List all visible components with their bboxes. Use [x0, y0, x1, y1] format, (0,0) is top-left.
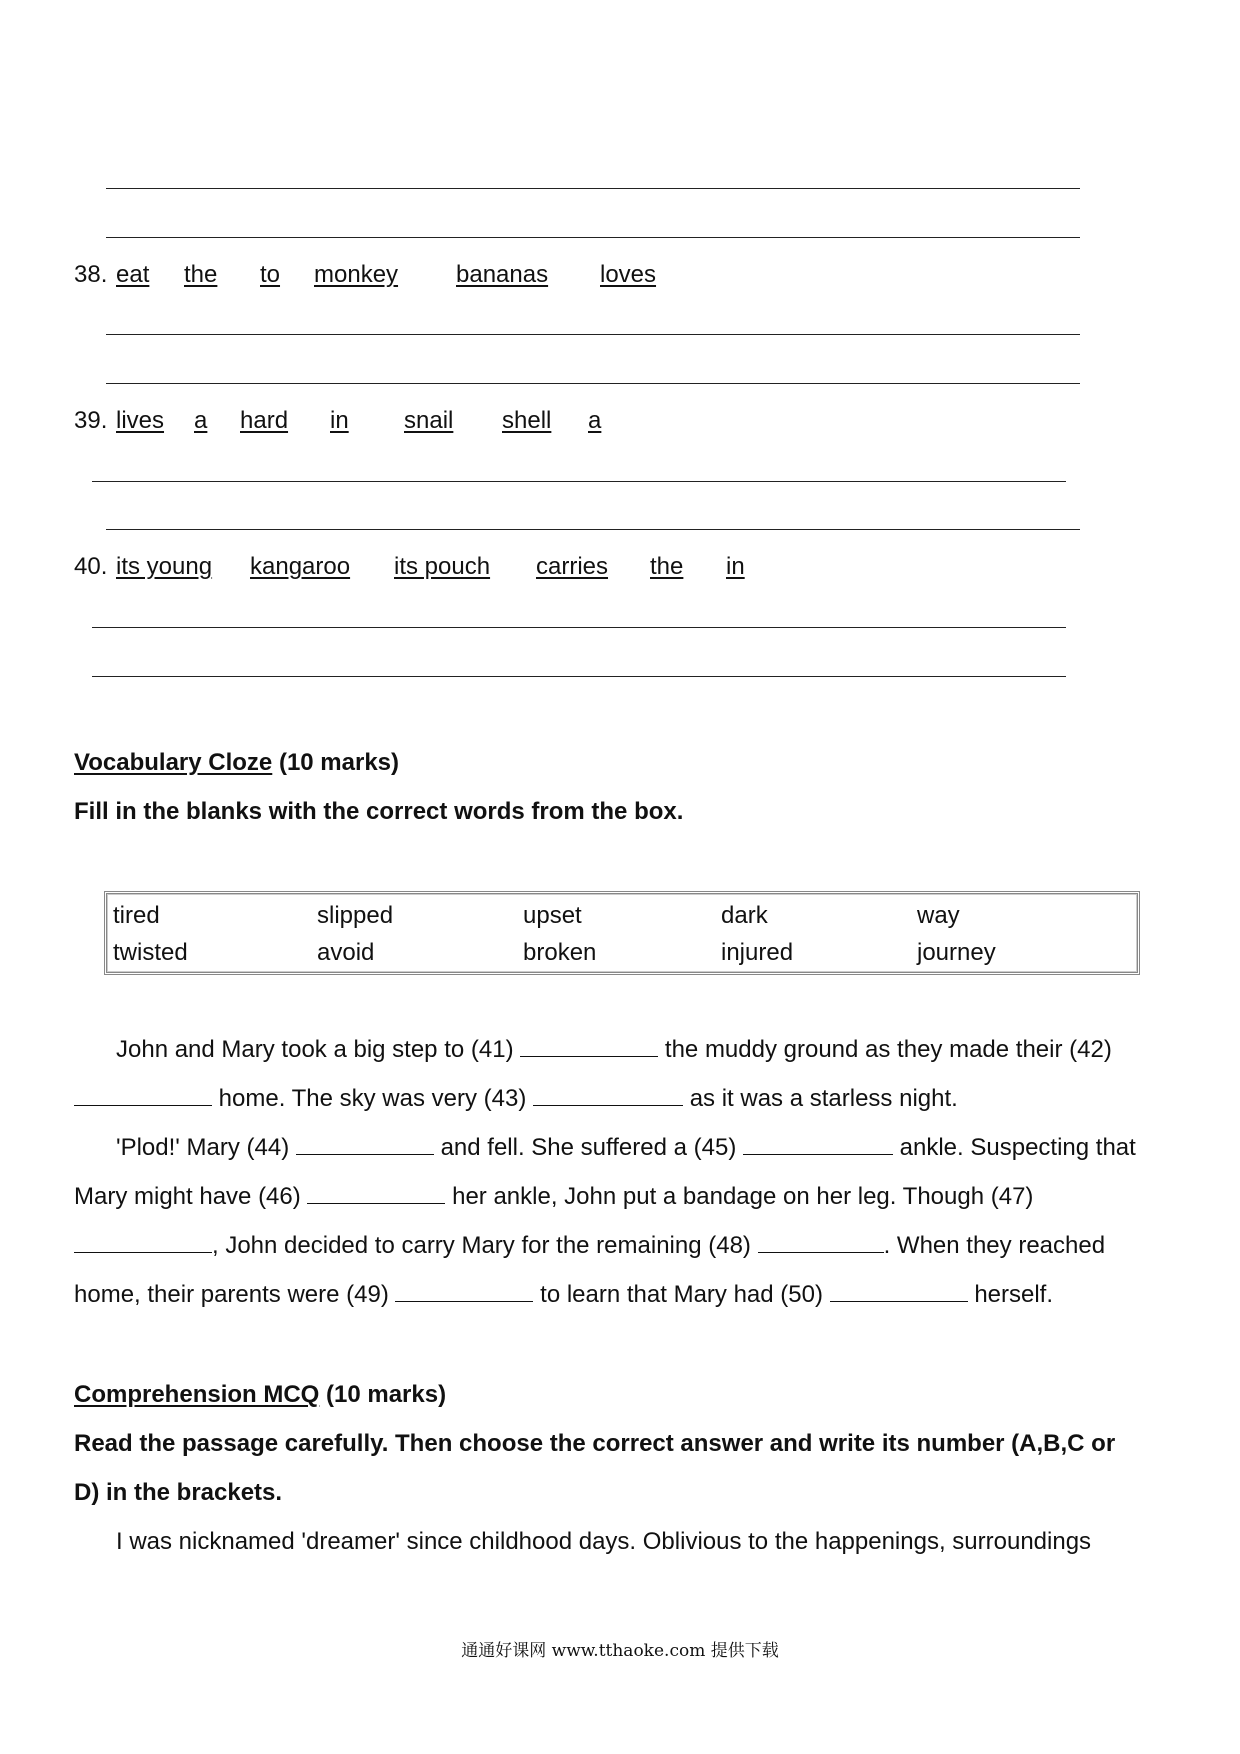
question-38 — [74, 260, 657, 290]
answer-line — [106, 334, 1080, 335]
scrambled-word: the — [184, 261, 218, 288]
answer-line — [92, 627, 1066, 628]
question-39 — [74, 406, 602, 436]
cloze-instruction: Fill in the blanks with the correct words from the box. — [74, 798, 684, 825]
scrambled-word: its young — [116, 553, 213, 580]
passage-text: . When they reached — [883, 1232, 1106, 1259]
section-heading-comprehension — [74, 1381, 446, 1409]
answer-line — [92, 481, 1066, 482]
scrambled-word: its pouch — [394, 553, 491, 580]
section-marks: (10 marks) — [326, 1381, 447, 1408]
passage-text: the muddy ground as they made their (42) — [664, 1036, 1112, 1063]
cloze-passage-line — [74, 1085, 1174, 1113]
scrambled-word: lives — [116, 407, 165, 434]
passage-text: as it was a starless night. — [689, 1085, 958, 1112]
answer-line — [106, 383, 1080, 384]
scrambled-word: in — [330, 407, 349, 434]
answer-line — [92, 676, 1066, 677]
section-marks: (10 marks) — [278, 749, 400, 776]
comprehension-instruction: D) in the brackets. — [74, 1479, 283, 1506]
scrambled-word: monkey — [314, 261, 399, 288]
answer-line — [106, 188, 1080, 189]
box-word: injured — [721, 939, 794, 966]
passage-text: her ankle, John put a bandage on her leg. Though (47) — [452, 1183, 1034, 1210]
scrambled-word: a — [194, 407, 208, 434]
section-title: Comprehension MCQ — [74, 1381, 320, 1408]
passage-text: , John decided to carry Mary for the remaining (48) — [212, 1232, 751, 1259]
cloze-passage-line — [74, 1183, 1174, 1211]
scrambled-word: loves — [600, 261, 657, 288]
word-box — [104, 891, 1140, 975]
box-word: upset — [523, 902, 582, 929]
blank-49[interactable] — [395, 1281, 533, 1302]
cloze-passage-line — [74, 1036, 1174, 1064]
blank-44[interactable] — [296, 1134, 434, 1155]
page-footer: 通通好课网 www.tthaoke.com 提供下载 — [461, 1641, 779, 1661]
scrambled-word: the — [650, 553, 684, 580]
box-word: dark — [721, 902, 768, 929]
box-word: avoid — [317, 939, 375, 966]
blank-42[interactable] — [74, 1085, 212, 1106]
passage-text: I was nicknamed 'dreamer' since childhood days. Oblivious to the happenings, surroundings — [116, 1528, 1092, 1555]
box-word: way — [917, 902, 960, 929]
box-word: journey — [917, 939, 996, 966]
scrambled-word: snail — [404, 407, 454, 434]
blank-47[interactable] — [74, 1232, 212, 1253]
blank-50[interactable] — [830, 1281, 968, 1302]
answer-line — [106, 529, 1080, 530]
scrambled-word: eat — [116, 261, 150, 288]
passage-text: to learn that Mary had (50) — [540, 1281, 823, 1308]
comprehension-instruction: Read the passage carefully. Then choose the correct answer and write its number (A,B,C or — [74, 1430, 1116, 1457]
question-40 — [74, 552, 745, 582]
cloze-passage-line — [74, 1232, 1174, 1260]
box-word: tired — [113, 902, 160, 929]
scrambled-word: hard — [240, 407, 289, 434]
question-number: 39. — [74, 407, 108, 434]
blank-46[interactable] — [307, 1183, 445, 1204]
scrambled-word: carries — [536, 553, 609, 580]
cloze-passage-line — [74, 1134, 1174, 1162]
box-word: broken — [523, 939, 597, 966]
passage-text: ankle. Suspecting that — [899, 1134, 1136, 1161]
blank-48[interactable] — [758, 1232, 884, 1253]
passage-text: and fell. She suffered a (45) — [440, 1134, 737, 1161]
passage-text: Mary might have (46) — [74, 1183, 301, 1210]
passage-text: herself. — [974, 1281, 1054, 1308]
scrambled-word: in — [726, 553, 745, 580]
section-title: Vocabulary Cloze — [74, 749, 273, 776]
section-heading-cloze — [74, 749, 399, 777]
scrambled-word: to — [260, 261, 281, 288]
passage-text: home, their parents were (49) — [74, 1281, 389, 1308]
cloze-passage-line — [74, 1281, 1174, 1309]
question-number: 40. — [74, 553, 108, 580]
blank-45[interactable] — [743, 1134, 893, 1155]
scrambled-word: a — [588, 407, 602, 434]
blank-43[interactable] — [533, 1085, 683, 1106]
answer-line — [106, 237, 1080, 238]
passage-text: John and Mary took a big step to (41) — [116, 1036, 514, 1063]
blank-41[interactable] — [520, 1036, 658, 1057]
box-word: twisted — [113, 939, 188, 966]
comprehension-passage-line — [74, 1528, 1174, 1556]
question-number: 38. — [74, 261, 108, 288]
passage-text: 'Plod!' Mary (44) — [116, 1134, 290, 1161]
scrambled-word: bananas — [456, 261, 549, 288]
passage-text: home. The sky was very (43) — [218, 1085, 527, 1112]
scrambled-word: kangaroo — [250, 553, 351, 580]
box-word: slipped — [317, 902, 394, 929]
scrambled-word: shell — [502, 407, 552, 434]
